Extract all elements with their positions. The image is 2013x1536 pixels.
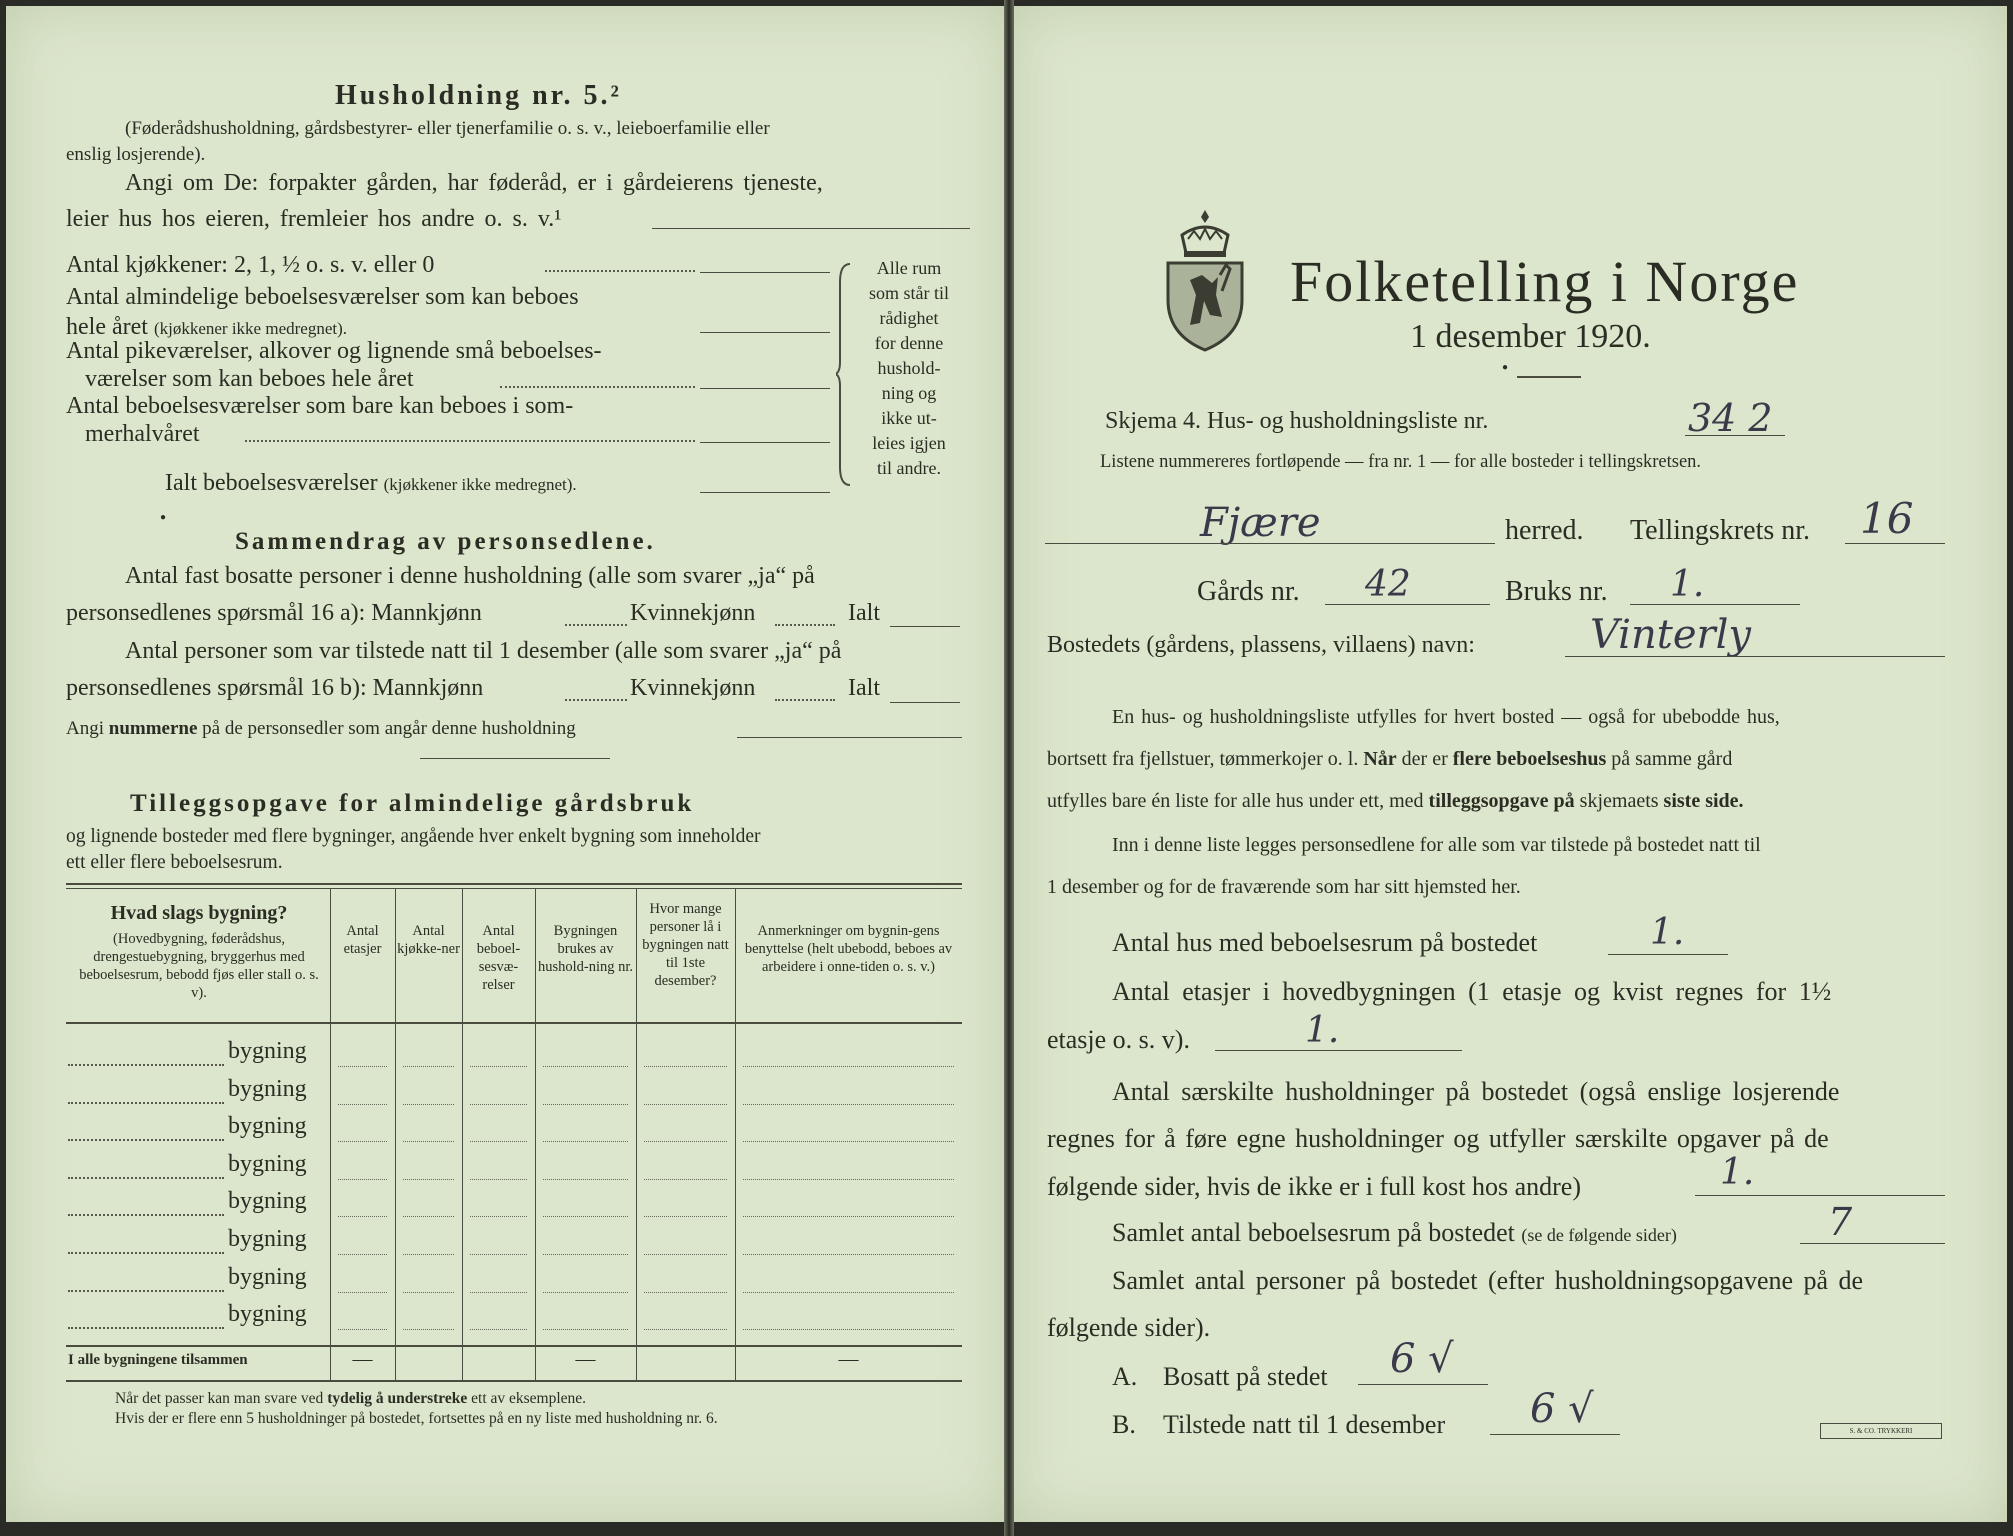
table-row-type-input[interactable] (68, 1290, 224, 1292)
table-total-rule (66, 1345, 962, 1347)
kjokkener-answer-line[interactable] (700, 272, 830, 273)
ialt-line (165, 470, 577, 497)
table-cell-input[interactable] (403, 1254, 454, 1255)
fast-mann-dots[interactable] (565, 624, 627, 626)
skjema-line (1685, 435, 1785, 436)
table-row-type-input[interactable] (68, 1214, 224, 1216)
tilst-mann-dots[interactable] (565, 699, 627, 701)
ialt-small: (kjøkkener ikke medregnet). (383, 475, 577, 494)
bosted-label: Bostedets (gårdens, plassens, villaens) navn: (1047, 632, 1475, 658)
angi-nummerne-post: på de personsedler som angår denne husholdning (197, 718, 576, 739)
tilst-line-2: personsedlenes spørsmål 16 b): Mannkjønn (66, 675, 484, 701)
angi-answer-line[interactable] (652, 228, 970, 229)
table-row-label: bygning (228, 1226, 307, 1252)
kjokkener-dots (545, 270, 695, 272)
brace-icon (836, 262, 856, 487)
table-cell-input[interactable] (470, 1329, 527, 1330)
sommer-answer-line[interactable] (700, 442, 830, 443)
saerskilte-handwritten[interactable]: 1. (1720, 1152, 1755, 1193)
samlet-rum-small: (se de følgende sider) (1521, 1225, 1677, 1245)
sammendrag-title: Sammendrag av personsedlene. (235, 528, 656, 555)
table-cell-input[interactable] (644, 1066, 727, 1067)
table-row-type-input[interactable] (68, 1102, 224, 1104)
fast-ialt-line[interactable] (890, 626, 960, 627)
table-cell-input[interactable] (543, 1179, 628, 1180)
table-cell-input[interactable] (743, 1216, 954, 1217)
household-title: Husholdning nr. 5.² (335, 80, 622, 111)
etasjer-line (1215, 1050, 1462, 1051)
page-fold (1004, 0, 1014, 1536)
bosted-line (1565, 656, 1945, 657)
bruks-label: Bruks nr. (1505, 576, 1608, 607)
table-header-3: Antal beboel-sesvæ-relser (476, 923, 521, 993)
angi-line-1: Angi om De: forpakter gården, har føderåd, er i gårdeierens tjeneste, (125, 170, 823, 196)
table-top-rule-2 (66, 888, 962, 889)
table-column-divider (395, 888, 396, 1380)
table-header-rule (66, 1022, 962, 1024)
table-row-type-input[interactable] (68, 1252, 224, 1254)
table-row-type-input[interactable] (68, 1327, 224, 1329)
angi-line-2: leier hus hos eieren, fremleier hos andre o. s. v.¹ (66, 206, 562, 232)
side-note (854, 256, 964, 481)
table-cell-input[interactable] (543, 1104, 628, 1105)
table-cell-input[interactable] (743, 1254, 954, 1255)
a-text: Bosatt på stedet (1163, 1362, 1328, 1391)
para1-2-pre: bortsett fra fjellstuer, tømmerkojer o. l. (1047, 748, 1364, 770)
footnote-1 (115, 1390, 586, 1408)
ialt-text: Ialt beboelsesværelser (165, 470, 378, 496)
table-cell-input[interactable] (470, 1104, 527, 1105)
table-cell-input[interactable] (644, 1329, 727, 1330)
table-column-divider (735, 888, 736, 1380)
herred-handwritten[interactable]: Fjære (1200, 500, 1321, 546)
para1-2-mid: der er (1396, 748, 1453, 770)
kjokkener-label: Antal kjøkkener: 2, 1, ½ o. s. v. eller 0 (66, 252, 435, 278)
samlet-rum-text: Samlet antal beboelsesrum på bostedet (1112, 1218, 1515, 1247)
table-cell-input[interactable] (338, 1254, 387, 1255)
table-cell-input[interactable] (543, 1292, 628, 1293)
para1-3-bold: tilleggsopgave på (1428, 790, 1575, 812)
tilst-ialt-line[interactable] (890, 702, 960, 703)
table-header-4: Bygningen brukes av hushold-ning nr. (537, 923, 634, 975)
table-cell-input[interactable] (644, 1254, 727, 1255)
table-cell-input[interactable] (543, 1141, 628, 1142)
alm-line-1: Antal almindelige beboelsesværelser som kan beboes (66, 284, 579, 310)
alm-line-2 (66, 314, 347, 341)
samlet-rum-line (1112, 1218, 1677, 1248)
table-row-label: bygning (228, 1263, 307, 1290)
footnote-1-post: ett av eksemplene. (467, 1390, 587, 1407)
alm-answer-line[interactable] (700, 332, 830, 333)
side-note-line: Alle rum (876, 258, 942, 278)
date-dot: ● (1502, 362, 1509, 373)
tilst-kvinne-label: Kvinnekjønn (630, 675, 756, 701)
gards-label: Gårds nr. (1197, 576, 1300, 607)
tellingskrets-line (1845, 543, 1945, 544)
etasjer-line-1: Antal etasjer i hovedbygningen (1 etasje og kvist regnes for 1½ (1112, 977, 1832, 1006)
gards-line (1325, 604, 1490, 605)
herred-label: herred. (1505, 515, 1584, 546)
side-note-line: rådighet (879, 308, 939, 328)
table-cell-input[interactable] (644, 1141, 727, 1142)
b-handwritten[interactable]: 6 √ (1530, 1386, 1594, 1432)
norway-coat-of-arms-icon (1160, 205, 1250, 355)
table-cell-input[interactable] (338, 1216, 387, 1217)
tillegg-line-2: ett eller flere beboelsesrum. (66, 852, 283, 873)
para1-line-2 (1047, 748, 1732, 771)
saerskilte-line-3: følgende sider, hvis de ikke er i full kost hos andre) (1047, 1172, 1581, 1201)
bosted-handwritten[interactable]: Vinterly (1590, 612, 1751, 658)
table-cell-input[interactable] (543, 1066, 628, 1067)
saerskilte-line (1695, 1195, 1945, 1196)
sommer-line-1: Antal beboelsesværelser som bare kan beboes i som- (66, 393, 574, 419)
table-row-label: bygning (228, 1150, 307, 1177)
table-cell-input[interactable] (470, 1141, 527, 1142)
angi-nummerne-line[interactable] (737, 737, 962, 738)
para1-2-bold1: Når (1363, 748, 1397, 770)
bullet-mark: ● (160, 512, 167, 523)
table-cell-input[interactable] (338, 1179, 387, 1180)
tilst-ialt-label: Ialt (848, 675, 880, 701)
main-title: Folketelling i Norge (1290, 249, 1800, 314)
pike-dots (500, 386, 695, 388)
side-note-line: for denne (874, 333, 944, 353)
footnote-2: Hvis der er flere enn 5 husholdninger på bostedet, fortsettes på en ny liste med husholdning nr. 6. (115, 1410, 718, 1427)
b-label: B. (1112, 1410, 1136, 1439)
para1-line-3 (1047, 790, 1744, 813)
table-cell-input[interactable] (403, 1216, 454, 1217)
fast-ialt-label: Ialt (848, 600, 880, 626)
table-cell-input[interactable] (403, 1141, 454, 1142)
table-row-label: bygning (228, 1301, 307, 1328)
skjema-number-handwritten[interactable]: 34 2 (1688, 396, 1773, 440)
tillegg-title: Tilleggsopgave for almindelige gårdsbruk (130, 790, 695, 817)
pike-answer-line[interactable] (700, 388, 830, 389)
tellingskrets-handwritten[interactable]: 16 (1860, 494, 1914, 543)
table-cell-input[interactable] (743, 1179, 954, 1180)
table-total-dash: — (352, 1348, 373, 1370)
antal-hus-handwritten[interactable]: 1. (1650, 912, 1685, 953)
printer-stamp: S. & CO. TRYKKERI (1820, 1423, 1942, 1439)
tilst-line-1: Antal personer som var tilstede natt til 1 desember (alle som svarer „ja“ på (125, 638, 842, 664)
saerskilte-line-2: regnes for å føre egne husholdninger og utfyller særskilte opgaver på de (1047, 1124, 1829, 1153)
table-cell-input[interactable] (743, 1066, 954, 1067)
side-note-line: ikke ut- (881, 408, 937, 428)
col-type-title: Hvad slags bygning? (110, 902, 288, 924)
listene-note: Listene nummereres fortløpende — fra nr. 1 — for alle bosteder i tellingskretsen. (1100, 452, 1702, 472)
table-cell-input[interactable] (403, 1179, 454, 1180)
pike-line-2: værelser som kan beboes hele året (85, 366, 414, 392)
table-cell-input[interactable] (403, 1329, 454, 1330)
samlet-pers-line-2: følgende sider). (1047, 1313, 1211, 1342)
table-cell-input[interactable] (543, 1216, 628, 1217)
table-header-1: Antal etasjer (343, 923, 382, 957)
section-divider (420, 758, 610, 759)
para1-2-post: på samme gård (1606, 748, 1733, 770)
table-cell-input[interactable] (470, 1292, 527, 1293)
b-text: Tilstede natt til 1 desember (1163, 1410, 1446, 1439)
footnote-1-pre: Når det passer kan man svare ved (115, 1390, 328, 1407)
para1-line-1: En hus- og husholdningsliste utfylles for hvert bosted — også for ubebodde hus, (1112, 706, 1780, 728)
table-total-dash: — (838, 1348, 859, 1370)
table-cell-input[interactable] (338, 1104, 387, 1105)
side-note-line: til andre. (877, 458, 941, 478)
pike-line-1: Antal pikeværelser, alkover og lignende små beboelses- (66, 338, 602, 364)
fast-kvinne-label: Kvinnekjønn (630, 600, 756, 626)
table-cell-input[interactable] (470, 1216, 527, 1217)
table-cell-input[interactable] (543, 1329, 628, 1330)
ialt-answer-line[interactable] (700, 492, 830, 493)
table-cell-input[interactable] (338, 1329, 387, 1330)
table-column-divider (462, 888, 463, 1380)
para2-line-2: 1 desember og for de fraværende som har sitt hjemsted her. (1047, 876, 1521, 898)
table-row-type-input[interactable] (68, 1139, 224, 1141)
angi-nummerne (66, 718, 576, 740)
table-cell-input[interactable] (403, 1066, 454, 1067)
sommer-dots (245, 440, 695, 442)
table-cell-input[interactable] (338, 1141, 387, 1142)
angi-nummerne-bold: nummerne (108, 718, 198, 739)
para1-3-mid: skjemaets (1574, 790, 1664, 812)
table-header-2: Antal kjøkke-ner (397, 923, 460, 957)
table-cell-input[interactable] (743, 1104, 954, 1105)
table-cell-input[interactable] (338, 1292, 387, 1293)
side-note-line: leies igjen (872, 433, 946, 453)
etasjer-line-2: etasje o. s. v). (1047, 1025, 1190, 1054)
bruks-handwritten[interactable]: 1. (1670, 564, 1705, 605)
table-cell-input[interactable] (743, 1141, 954, 1142)
table-bottom-rule (66, 1380, 962, 1382)
b-line (1490, 1434, 1620, 1435)
sommer-line-2: merhalvåret (85, 421, 200, 447)
table-cell-input[interactable] (338, 1066, 387, 1067)
intro-paren-1: (Føderådshusholdning, gårdsbestyrer- eller tjenerfamilie o. s. v., leieboerfamilie eller (125, 118, 770, 139)
table-cell-input[interactable] (470, 1254, 527, 1255)
table-cell-input[interactable] (644, 1292, 727, 1293)
date-underline (1517, 376, 1581, 378)
table-column-divider (636, 888, 637, 1380)
side-note-line: ning og (881, 383, 937, 403)
gards-handwritten[interactable]: 42 (1365, 564, 1411, 605)
table-row-label: bygning (228, 1113, 307, 1140)
table-row-label: bygning (228, 1188, 307, 1215)
samlet-rum-line-underline (1800, 1243, 1945, 1244)
table-cell-input[interactable] (470, 1179, 527, 1180)
table-row-label: bygning (228, 1038, 307, 1064)
para1-3-bold2: siste side. (1663, 790, 1744, 812)
table-row-type-input[interactable] (68, 1064, 224, 1066)
table-cell-input[interactable] (403, 1104, 454, 1105)
table-total-dash: — (575, 1348, 596, 1370)
para2-line-1: Inn i denne liste legges personsedlene for alle som var tilstede på bostedet natt til (1112, 834, 1761, 856)
table-cell-input[interactable] (743, 1329, 954, 1330)
antal-hus-line (1608, 954, 1728, 955)
fast-line-2: personsedlenes spørsmål 16 a): Mannkjønn (66, 600, 482, 626)
table-cell-input[interactable] (543, 1254, 628, 1255)
skjema-label: Skjema 4. Hus- og husholdningsliste nr. (1105, 408, 1489, 434)
tellingskrets-label: Tellingskrets nr. (1630, 515, 1811, 546)
left-page (6, 6, 1006, 1522)
table-cell-input[interactable] (644, 1216, 727, 1217)
a-line (1358, 1384, 1488, 1385)
alm-line-2-text: hele året (66, 314, 148, 340)
table-row-type-input[interactable] (68, 1177, 224, 1179)
a-handwritten[interactable]: 6 √ (1390, 1336, 1454, 1382)
table-cell-input[interactable] (403, 1292, 454, 1293)
angi-nummerne-pre: Angi (66, 718, 109, 739)
antal-hus-label: Antal hus med beboelsesrum på bostedet (1112, 928, 1538, 957)
table-total-label: I alle bygningene tilsammen (68, 1352, 248, 1368)
col-type-sub: (Hovedbygning, føderådshus, drengestuebygning, bryggerhus med beboelsesrum, bebodd fjøs eller stall o. s. v). (79, 931, 319, 1001)
table-cell-input[interactable] (644, 1179, 727, 1180)
fast-line-1: Antal fast bosatte personer i denne husholdning (alle som svarer „ja“ på (125, 563, 815, 589)
tillegg-line-1: og lignende bosteder med flere bygninger, angående hver enkelt bygning som inneholder (66, 826, 761, 847)
table-row-label: bygning (228, 1075, 307, 1102)
etasjer-handwritten[interactable]: 1. (1305, 1010, 1340, 1051)
fast-kvinne-dots[interactable] (775, 624, 835, 626)
side-note-line: hushold- (877, 358, 941, 378)
census-date: 1 desember 1920. (1410, 318, 1651, 355)
footnote-1-bold: tydelig å understreke (327, 1390, 468, 1407)
table-cell-input[interactable] (470, 1066, 527, 1067)
table-column-divider (330, 888, 331, 1380)
bruks-line (1630, 604, 1800, 605)
table-header-6: Anmerkninger om bygnin-gens benyttelse (helt ubebodd, beboes av arbeidere i onne-tiden o. s. v.) (744, 923, 953, 975)
saerskilte-line-1: Antal særskilte husholdninger på bostedet (også enslige losjerende (1112, 1077, 1840, 1106)
para1-2-bold2: flere beboelseshus (1452, 748, 1607, 770)
intro-paren-2: enslig losjerende). (66, 144, 206, 165)
tilst-kvinne-dots[interactable] (775, 699, 835, 701)
samlet-pers-line-1: Samlet antal personer på bostedet (efter husholdningsopgavene på de (1112, 1266, 1864, 1295)
table-cell-input[interactable] (644, 1104, 727, 1105)
samlet-rum-handwritten[interactable]: 7 (1828, 1200, 1853, 1244)
table-top-rule (66, 883, 962, 885)
side-note-line: som står til (869, 283, 949, 303)
table-cell-input[interactable] (743, 1292, 954, 1293)
table-column-divider (535, 888, 536, 1380)
alm-line-2-small: (kjøkkener ikke medregnet). (153, 319, 347, 338)
table-header-5: Hvor mange personer lå i bygningen natt til 1ste desember? (642, 901, 729, 989)
herred-line (1045, 543, 1495, 544)
a-label: A. (1112, 1362, 1138, 1391)
para1-3-pre: utfylles bare én liste for alle hus under ett, med (1047, 790, 1429, 812)
